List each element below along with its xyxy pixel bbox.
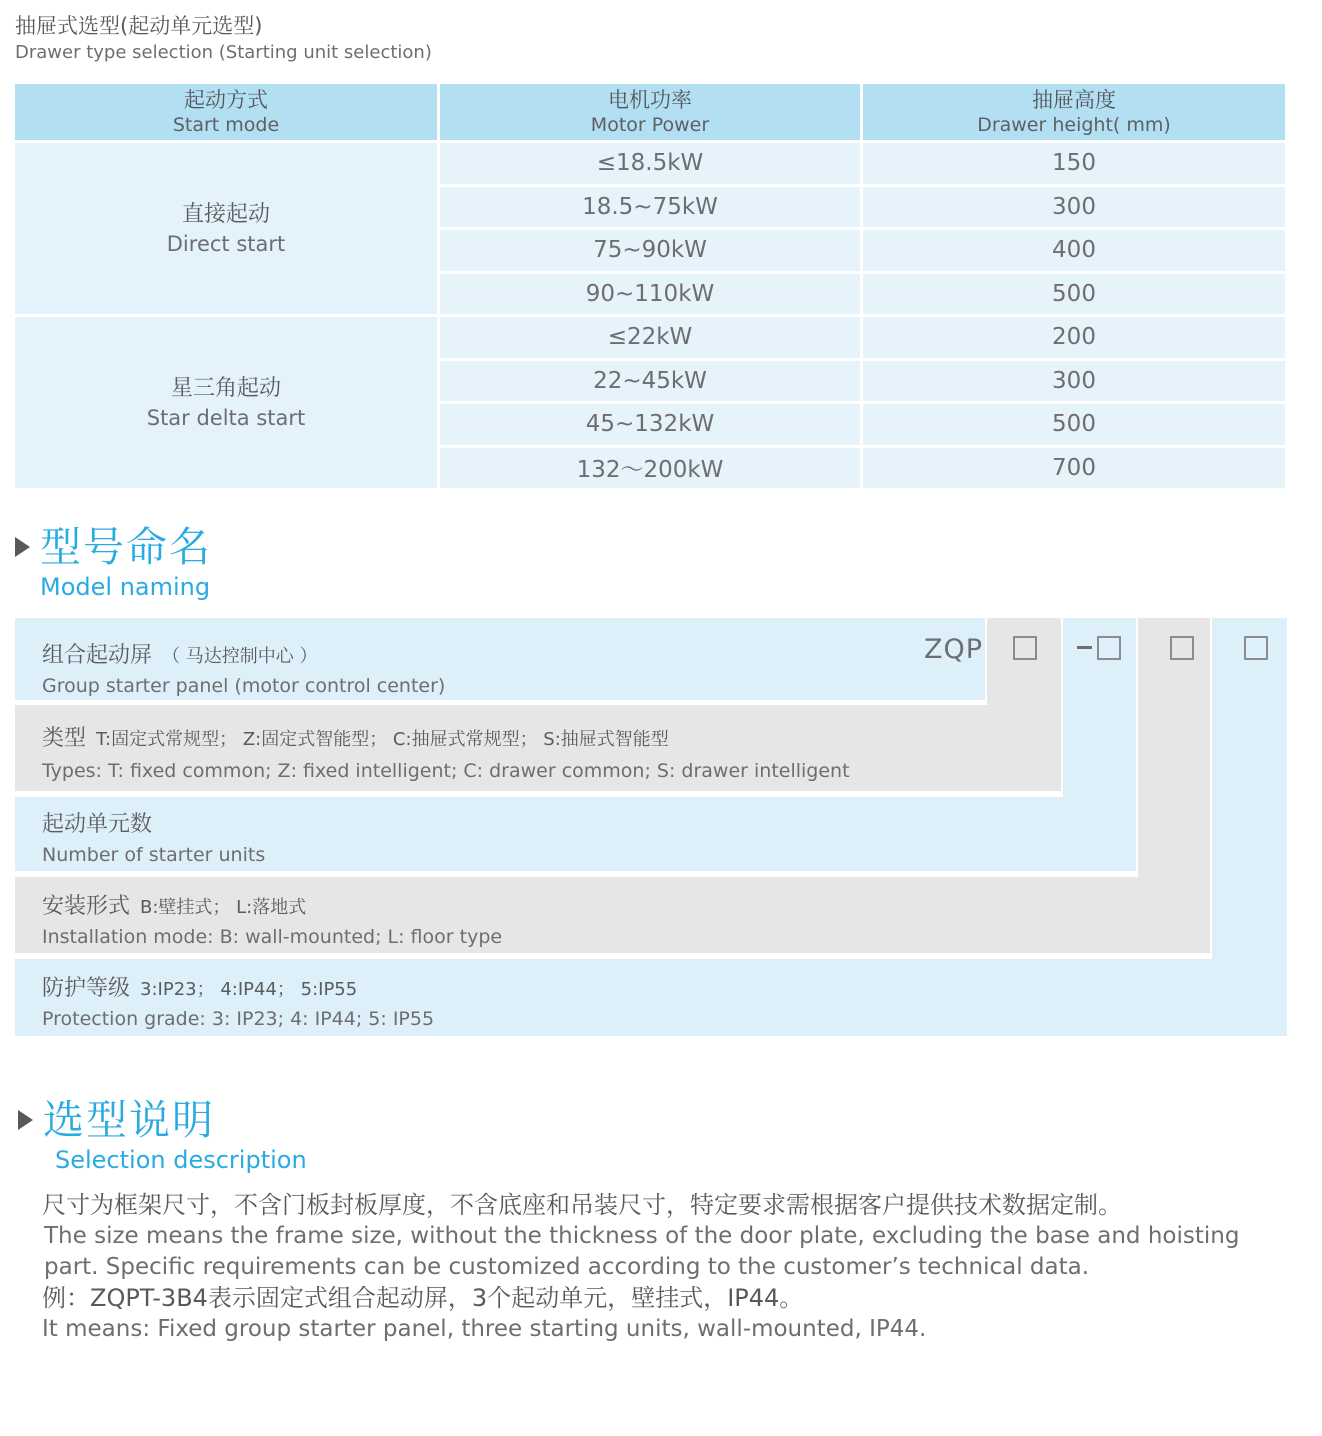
description-paragraph-en: The size means the frame size, without the thickness of the door plate, excluding the base and hoisting part. Specific requirements can be customized according to the customer’s technical data. <box>44 1223 1240 1280</box>
document-title <box>15 12 432 66</box>
height-cell: 300 <box>863 187 1285 228</box>
installation-digit-box <box>1170 636 1194 660</box>
section-arrow-icon <box>18 1110 33 1130</box>
band-2-en: Types: T: fixed common; Z: fixed intelligent; C: drawer common; S: drawer intelligent <box>42 760 850 782</box>
column-header-drawer-height-en: Drawer height( mm) <box>977 114 1171 136</box>
height-cell: 150 <box>863 143 1285 184</box>
stripe-type-digit <box>987 618 1061 708</box>
band-1-en: Group starter panel (motor control center) <box>42 675 446 697</box>
unit-count-digit-box <box>1097 636 1121 660</box>
stripe-protection-digit <box>1212 618 1287 962</box>
group-cell-direct-start <box>15 143 437 314</box>
drawer-selection-table <box>15 84 1285 488</box>
column-header-drawer-height <box>863 84 1285 140</box>
height-cell: 700 <box>863 448 1285 489</box>
group-star-delta-en: Star delta start <box>146 405 306 430</box>
example-paragraph-zh: 例：ZQPT-3B4表示固定式组合起动屏，3个起动单元，壁挂式，IP44。 <box>42 1284 804 1312</box>
selection-description-heading <box>18 1095 307 1175</box>
type-digit-box <box>1013 636 1037 660</box>
band-types <box>15 705 1061 791</box>
band-installation-mode <box>15 877 1210 953</box>
selection-description-body <box>42 1190 1290 1345</box>
height-cell: 500 <box>863 274 1285 315</box>
section-arrow-icon <box>15 537 30 557</box>
model-naming-heading-en: Model naming <box>40 573 211 601</box>
description-paragraph-zh: 尺寸为框架尺寸，不含门板封板厚度，不含底座和吊装尺寸，特定要求需根据客户提供技术数据定制。 <box>42 1191 1122 1219</box>
example-paragraph-en: It means: Fixed group starter panel, three starting units, wall-mounted, IP44. <box>42 1316 927 1342</box>
group-star-delta-zh: 星三角起动 <box>170 375 281 401</box>
power-cell: ≤22kW <box>440 317 860 358</box>
selection-description-heading-zh: 选型说明 <box>43 1096 215 1144</box>
band-4-en: Installation mode: B: wall-mounted; L: floor type <box>42 926 503 948</box>
power-cell: 45~132kW <box>440 404 860 445</box>
column-header-motor-power-en: Motor Power <box>590 114 710 136</box>
column-header-start-mode-en: Start mode <box>172 114 280 136</box>
group-direct-start-zh: 直接起动 <box>181 201 270 227</box>
power-cell: 132～200kW <box>440 448 860 489</box>
band-starter-units <box>15 797 1136 871</box>
power-cell: 90~110kW <box>440 274 860 315</box>
model-naming-diagram <box>15 618 1287 1036</box>
height-cell: 400 <box>863 230 1285 271</box>
power-cell: 75~90kW <box>440 230 860 271</box>
group-cell-star-delta-start <box>15 317 437 488</box>
selection-description-heading-en: Selection description <box>55 1146 307 1174</box>
column-header-motor-power <box>440 84 860 140</box>
band-protection-grade <box>15 959 1287 1036</box>
document-title-zh: 抽屉式选型(起动单元选型) <box>15 14 263 38</box>
height-cell: 200 <box>863 317 1285 358</box>
model-code: ZQP <box>923 634 983 665</box>
power-cell: 18.5~75kW <box>440 187 860 228</box>
band-4-zh: 安装形式 <box>42 894 131 919</box>
column-header-motor-power-zh: 电机功率 <box>608 88 692 112</box>
band-1-zh: 组合起动屏 <box>42 643 153 668</box>
document-title-en: Drawer type selection (Starting unit selection) <box>15 42 432 63</box>
model-naming-heading-zh: 型号命名 <box>40 523 212 571</box>
band-3-en: Number of starter units <box>42 844 266 866</box>
band-5-zh-note: 3:IP23； 4:IP44； 5:IP55 <box>140 979 358 1000</box>
band-group-starter-panel <box>15 618 985 700</box>
group-direct-start-en: Direct start <box>166 231 286 256</box>
protection-digit-box <box>1244 636 1268 660</box>
model-naming-heading <box>15 522 212 602</box>
code-dash <box>1077 646 1092 649</box>
band-5-en: Protection grade: 3: IP23; 4: IP44; 5: IP55 <box>42 1008 435 1030</box>
column-header-drawer-height-zh: 抽屉高度 <box>1032 88 1116 112</box>
power-cell: 22~45kW <box>440 361 860 402</box>
column-header-start-mode <box>15 84 437 140</box>
height-cell: 300 <box>863 361 1285 402</box>
band-4-zh-note: B:壁挂式； L:落地式 <box>140 897 307 918</box>
power-cell: ≤18.5kW <box>440 143 860 184</box>
band-3-zh: 起动单元数 <box>42 812 153 837</box>
band-5-zh: 防护等级 <box>42 976 131 1001</box>
band-1-zh-note: （ 马达控制中心 ） <box>162 646 318 667</box>
band-2-zh: 类型 <box>42 726 87 751</box>
band-2-zh-note: T:固定式常规型； Z:固定式智能型； C:抽屉式常规型； S:抽屉式智能型 <box>96 729 669 750</box>
height-cell: 500 <box>863 404 1285 445</box>
column-header-start-mode-zh: 起动方式 <box>184 88 268 112</box>
